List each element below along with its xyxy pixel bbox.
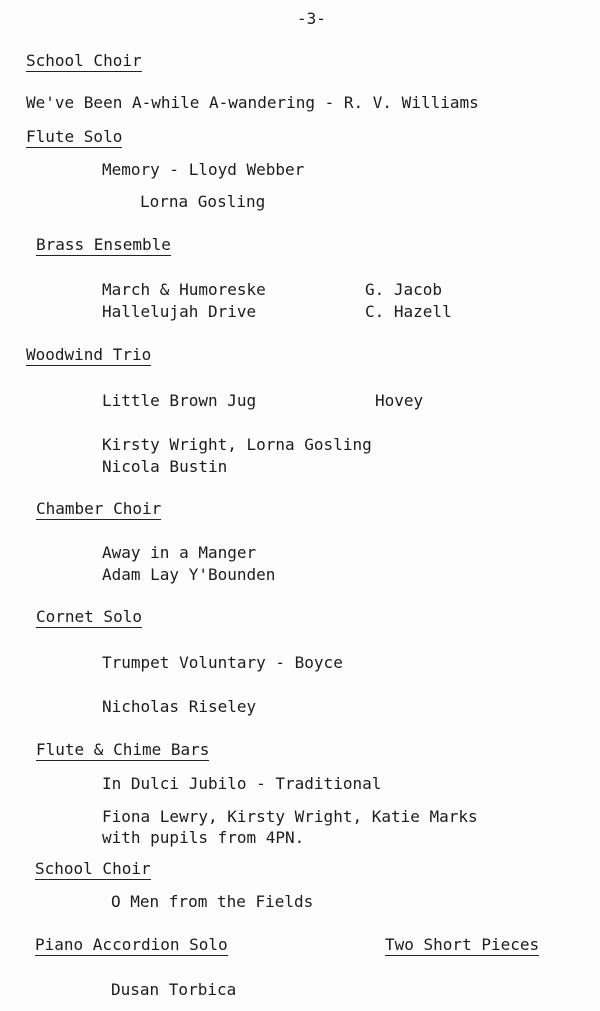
section-heading-flute-chime-bars: Flute & Chime Bars bbox=[36, 740, 210, 759]
piece-title: Adam Lay Y'Bounden bbox=[102, 565, 276, 584]
performer-line: Nicholas Riseley bbox=[102, 697, 257, 716]
performer-line: Nicola Bustin bbox=[102, 457, 228, 476]
composer-name: Hovey bbox=[375, 391, 424, 410]
performer-line: Fiona Lewry, Kirsty Wright, Katie Marks bbox=[102, 807, 478, 826]
piece-title: Away in a Manger bbox=[102, 543, 257, 562]
section-heading-piano-accordion-solo: Piano Accordion Solo bbox=[35, 935, 228, 954]
performer-line: Kirsty Wright, Lorna Gosling bbox=[102, 435, 372, 454]
composer-name: G. Jacob bbox=[365, 280, 443, 299]
section-heading-school-choir-2: School Choir bbox=[35, 859, 151, 878]
programme-line: In Dulci Jubilo - Traditional bbox=[102, 774, 382, 793]
composer-name: C. Hazell bbox=[365, 302, 452, 321]
programme-line: Memory - Lloyd Webber bbox=[102, 160, 305, 179]
programme-line: Trumpet Voluntary - Boyce bbox=[102, 653, 343, 672]
section-heading-chamber-choir: Chamber Choir bbox=[36, 499, 162, 518]
section-heading-school-choir: School Choir bbox=[26, 51, 142, 70]
piece-title: Little Brown Jug bbox=[102, 391, 257, 410]
piece-title: March & Humoreske bbox=[102, 280, 266, 299]
page-number: -3- bbox=[297, 9, 326, 28]
section-heading-two-short-pieces: Two Short Pieces bbox=[385, 935, 540, 954]
performer-line: Lorna Gosling bbox=[140, 192, 266, 211]
section-heading-flute-solo: Flute Solo bbox=[26, 127, 123, 146]
piece-title: Hallelujah Drive bbox=[102, 302, 257, 321]
performer-line: Dusan Torbica bbox=[111, 980, 237, 999]
section-heading-woodwind-trio: Woodwind Trio bbox=[26, 345, 152, 364]
section-heading-brass-ensemble: Brass Ensemble bbox=[36, 235, 171, 254]
section-heading-cornet-solo: Cornet Solo bbox=[36, 607, 142, 626]
programme-line: We've Been A-while A-wandering - R. V. Williams bbox=[26, 93, 479, 112]
piece-title: O Men from the Fields bbox=[111, 892, 314, 911]
performer-line: with pupils from 4PN. bbox=[102, 828, 305, 847]
